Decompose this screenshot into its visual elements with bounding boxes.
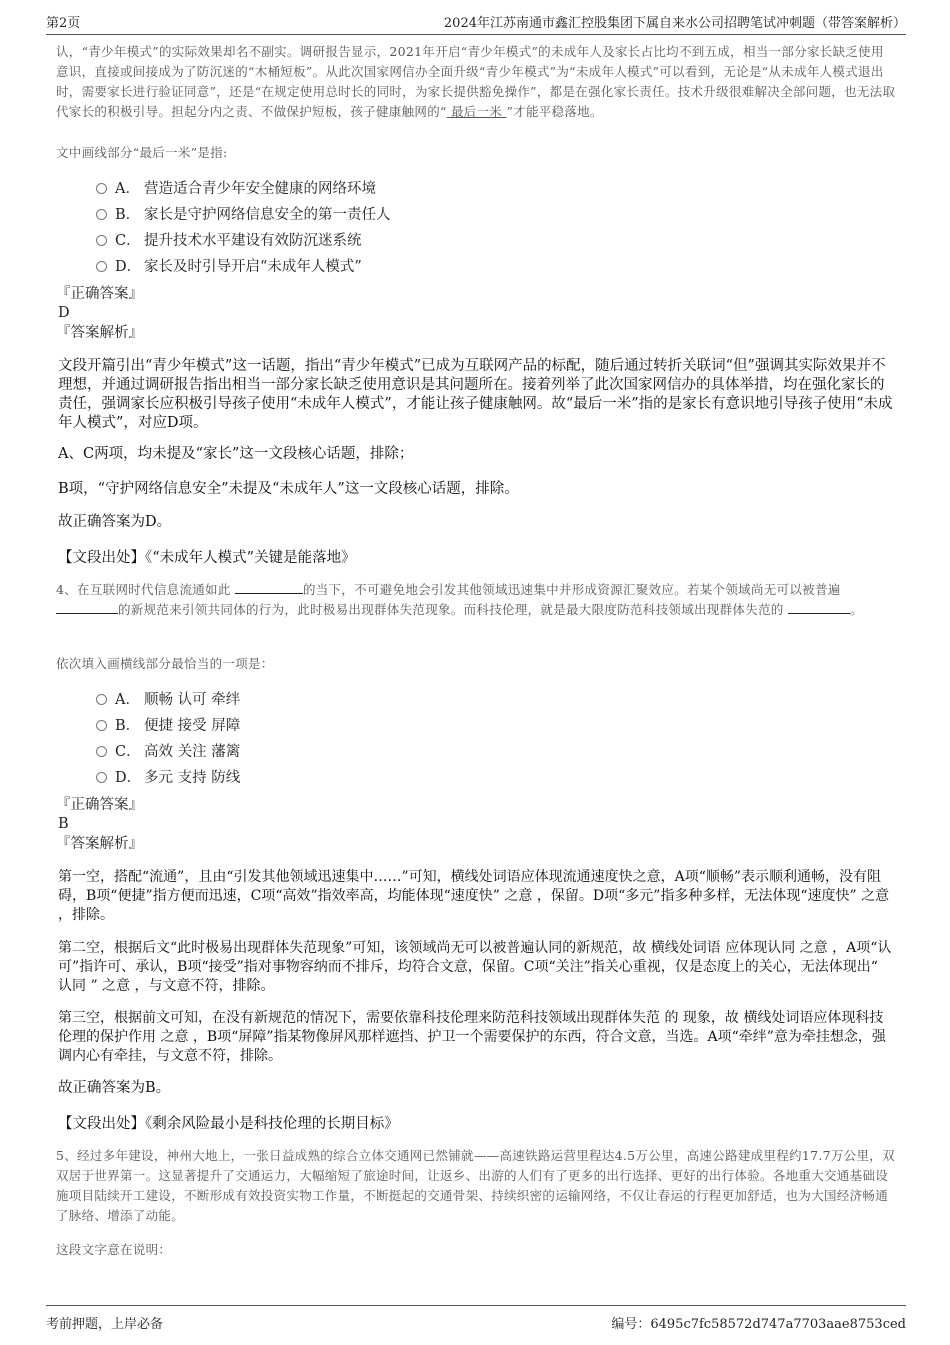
q3-option-d[interactable]: D． 家长及时引导开启“未成年人模式” [96,255,696,281]
footer-serial-number: 编号：6495c7fc58572d747a7703aae8753ced [611,1317,906,1332]
q4-option-a[interactable]: A． 顺畅 认可 牵绊 [96,688,696,714]
q4-analysis-para-3: 第三空，根据前文可知，在没有新规范的情况下，需要依靠科技伦理来防范科技领域出现群体失范 的 现象，故 横线处词语应体现科技伦理的保护作用 之意 ，B项“屏障”指某物像屏风那样遮挡、护卫一个需要保护的东西，符合文意，当选。A项“牵绊”意为牵挂想念，强调内心有牵挂，与文意不符，排除。 [58,1010,886,1064]
page-header [46,12,906,35]
q3-option-c[interactable]: C． 提升技术水平建设有效防沉迷系统 [96,229,696,255]
q3-option-a[interactable]: A． 营造适合青少年安全健康的网络环境 [96,177,696,203]
fill-blank-1 [235,581,303,594]
page-number: 第2页 [46,16,81,31]
q4-option-c[interactable]: C． 高效 关注 藩篱 [96,740,696,766]
fill-blank-2 [56,601,118,614]
radio-button[interactable] [96,746,107,757]
q5-prompt: 这段文字意在说明： [56,1242,172,1257]
q4-answer-label: 『正确答案』 [56,797,143,813]
q4-prompt: 依次填入画横线部分最恰当的一项是： [56,656,274,671]
document-title: 2024年江苏南通市鑫汇控股集团下属自来水公司招聘笔试冲刺题（带答案解析） [443,16,906,31]
q4-analysis-para-2: 第二空，根据后文“此时极易出现群体失范现象”可知，该领域尚无可以被普遍认同的新规范，故 横线处词语 应体现认同 之意 ，A项“认可”指许可、承认，B项“接受”指对事物容纳而不排斥，均符合文意，保留。C项“关注”指关心重视，仅是态度上的关心，无法体现出“ 认同 ” 之意 ，与文意不符，排除。 [58,940,892,994]
q4-options [96,688,696,792]
q4-answer: B [58,816,69,832]
q3-analysis-para-1: 文段开篇引出“青少年模式”这一话题，指出“青少年模式”已成为互联网产品的标配，随后通过转折关联词“但”强调其实际效果并不理想，并通过调研报告指出相当一部分家长缺乏使用意识是其问题所在。接着列举了此次国家网信办的具体举措，均在强化家长的责任，强调家长应积极引导孩子使用“未成年人模式”，才能让孩子健康触网。故“最后一米”指的是家长有意识地引导孩子使用“未成年人模式”，对应D项。 [58,358,893,431]
q4-analysis-para-1: 第一空，搭配“流通”，且由“引发其他领域迅速集中……”可知，横线处词语应体现流通速度快之意，A项“顺畅”表示顺利通畅，没有阻碍，B项“便捷”指方便而迅速，C项“高效”指效率高，均能体现“速度快” 之意 ，保留。D项“多元”指多种多样，无法体现“速度快” 之意 ，排除。 [58,869,890,923]
q4-analysis-label: 『答案解析』 [56,836,143,852]
q3-option-b[interactable]: B． 家长是守护网络信息安全的第一责任人 [96,203,696,229]
q3-answer: D [58,305,70,321]
q4-source: 【文段出处】《剩余风险最小是科技伦理的长期目标》 [58,1116,399,1132]
footer-slogan: 考前押题，上岸必备 [46,1317,164,1332]
radio-button[interactable] [96,183,107,194]
q3-passage: 认，“青少年模式”的实际效果却名不副实。调研报告显示，2021年开启“青少年模式”的未成年人及家长占比均不到五成，相当一部分家长缺乏使用意识，直接或间接成为了防沉迷的“木桶短板”。从此次国家网信办全面升级“青少年模式”为“未成年人模式”可以看到，无论是“从未成年人模式退出时，需要家长进行验证同意”，还是“在规定使用总时长的同时，为家长提供豁免操作”，都是在强化家长责任。技术升级很难解决全部问题，也无法取代家长的积极引导。担起分内之责、不做保护短板，孩子健康触网的“ 最后一米 ”才能平稳落地。 [56,44,896,119]
q3-analysis-para-3: B项，“守护网络信息安全”未提及“未成年人”这一文段核心话题，排除。 [58,481,519,497]
page-footer [46,1305,906,1332]
radio-button[interactable] [96,235,107,246]
q3-options [96,177,696,281]
q3-source: 【文段出处】《“未成年人模式”关键是能落地》 [58,550,356,566]
q3-underlined-phrase: 最后一米 [446,104,507,119]
q4-analysis-para-4: 故正确答案为B。 [58,1080,171,1096]
q3-analysis-label: 『答案解析』 [56,325,143,341]
q4-option-b[interactable]: B． 便捷 接受 屏障 [96,714,696,740]
radio-button[interactable] [96,209,107,220]
q3-analysis-para-4: 故正确答案为D。 [58,514,172,530]
q3-prompt: 文中画线部分“最后一米”是指: [56,145,228,160]
radio-button[interactable] [96,772,107,783]
radio-button[interactable] [96,261,107,272]
radio-button[interactable] [96,694,107,705]
fill-blank-3 [788,601,850,614]
q3-analysis-para-2: A、C两项，均未提及“家长”这一文段核心话题，排除； [58,446,414,462]
radio-button[interactable] [96,720,107,731]
q4-option-d[interactable]: D． 多元 支持 防线 [96,766,696,792]
q3-answer-label: 『正确答案』 [56,286,143,302]
q4-passage: 4、在互联网时代信息流通如此 的当下，不可避免地会引发其他领域迅速集中并形成资源汇聚效应。若某个领域尚无可以被普遍的新规范来引领共同体的行为，此时极易出现群体失范现象。而科技伦理，就是最大限度防范科技领域出现群体失范的 。 [56,582,863,617]
q5-passage: 5、经过多年建设，神州大地上，一张日益成熟的综合立体交通网已然铺就——高速铁路运营里程达4.5万公里，高速公路建成里程约17.7万公里，双双居于世界第一。这显著提升了交通运力，大幅缩短了旅途时间，让返乡、出游的人们有了更多的出行选择、更好的出行体验。各地重大交通基础设施项目陆续开工建设，不断形成有效投资实物工作量，不断挺起的交通骨架、持续织密的运输网络，不仅让春运的行程更加舒适，也为大国经济畅通了脉络、增添了动能。 [56,1148,895,1223]
